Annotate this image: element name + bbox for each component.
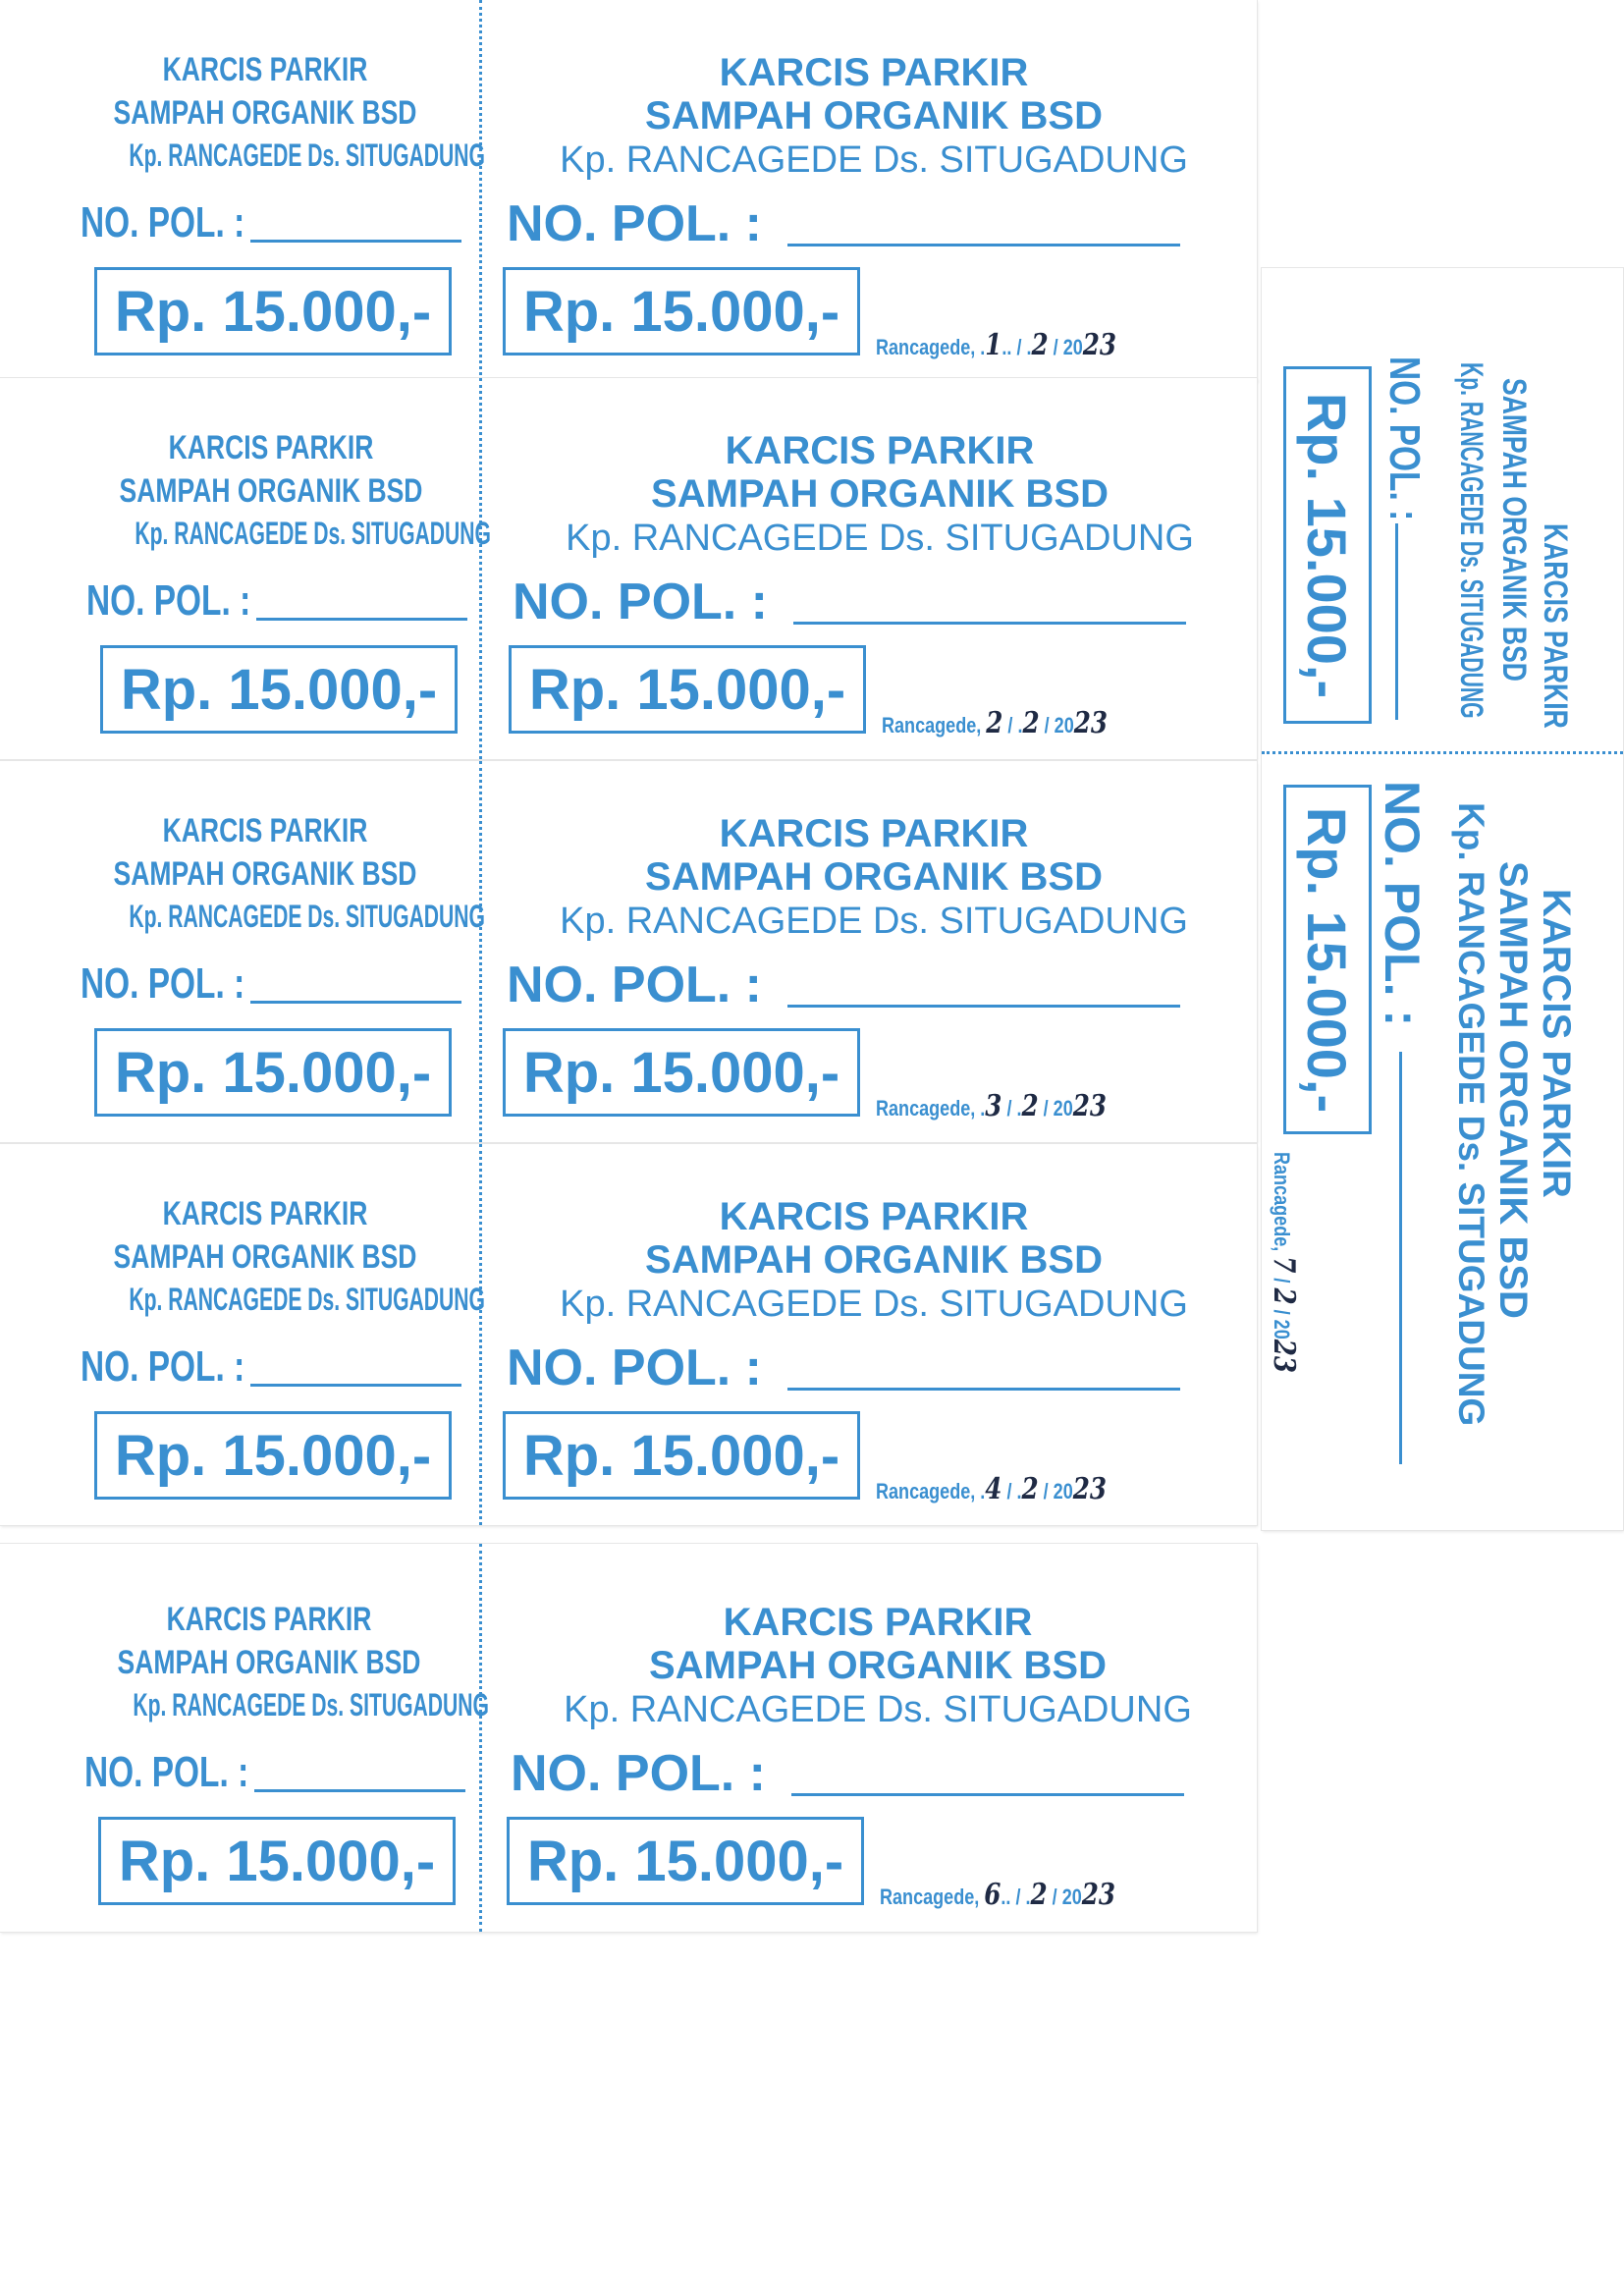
stub-price-text: Rp. 15.000,- [1296, 392, 1359, 698]
stub-subtitle: SAMPAH ORGANIK BSD [117, 1644, 421, 1681]
ticket-main [507, 378, 1253, 759]
stub-address: Kp. RANCAGEDE Ds. SITUGADUNG [129, 899, 485, 934]
stub-nopol-label: NO. POL. : [81, 959, 245, 1008]
date-year-prefix: 20 [1053, 1096, 1073, 1121]
main-price: Rp. 15.000,- [509, 645, 866, 734]
date-sep: / [1270, 1278, 1294, 1284]
date-month: 2 [1031, 328, 1049, 362]
main-price: Rp. 15.000,- [507, 1817, 864, 1905]
main-nopol-label: NO. POL. : [1375, 781, 1430, 1026]
ticket-main [501, 761, 1247, 1142]
main-nopol-blank [787, 1388, 1180, 1391]
vertical-ticket-stub [1262, 268, 1623, 749]
date-day: 6 [984, 1878, 1001, 1912]
main-nopol-label: NO. POL. : [511, 1745, 766, 1802]
stub-nopol-blank [250, 1384, 461, 1387]
main-nopol-blank [787, 244, 1180, 246]
main-subtitle: SAMPAH ORGANIK BSD [645, 94, 1103, 137]
main-title: KARCIS PARKIR [725, 429, 1035, 472]
main-title: KARCIS PARKIR [719, 1195, 1029, 1238]
stub-nopol-label: NO. POL. : [1380, 356, 1429, 521]
date-sep: / [1006, 1479, 1012, 1503]
date-year-prefix: 20 [1054, 713, 1074, 738]
main-price: Rp. 15.000,- [503, 1411, 860, 1500]
parking-ticket [0, 378, 1257, 759]
ticket-stub [59, 0, 485, 381]
stub-subtitle: SAMPAH ORGANIK BSD [1495, 378, 1533, 682]
ticket-date: Rancagede, .4 / .2 / 2023 [876, 1472, 1107, 1506]
date-year: 23 [1072, 1089, 1107, 1123]
date-month: 2 [1021, 1089, 1039, 1123]
main-nopol-blank [791, 1793, 1184, 1796]
stub-nopol-blank [1395, 523, 1398, 720]
date-day: 2 [986, 706, 1003, 740]
date-year-prefix: 20 [1061, 1885, 1082, 1909]
date-year-prefix: 20 [1053, 1479, 1073, 1503]
main-nopol-label: NO. POL. : [507, 957, 762, 1013]
ticket-stub [63, 1550, 489, 1938]
main-subtitle: SAMPAH ORGANIK BSD [651, 472, 1109, 516]
main-title: KARCIS PARKIR [719, 812, 1029, 855]
date-sep: / [1270, 1309, 1294, 1315]
stub-nopol-label: NO. POL. : [86, 576, 251, 625]
main-price: Rp. 15.000,- [503, 1028, 860, 1117]
main-subtitle: SAMPAH ORGANIK BSD [649, 1644, 1107, 1687]
stub-address: Kp. RANCAGEDE Ds. SITUGADUNG [129, 137, 485, 173]
date-sep: / [1043, 1479, 1049, 1503]
date-day: 4 [985, 1472, 1002, 1506]
parking-ticket [0, 761, 1257, 1142]
date-place: Rancagede, [876, 335, 976, 359]
main-subtitle: SAMPAH ORGANIK BSD [645, 1238, 1103, 1282]
perforation [479, 0, 482, 381]
stub-nopol-blank [250, 240, 461, 243]
date-day: 1 [985, 328, 1002, 362]
stub-title: KARCIS PARKIR [1537, 523, 1574, 729]
perforation [1262, 751, 1623, 754]
stub-title: KARCIS PARKIR [162, 812, 368, 849]
date-place: Rancagede, [880, 1885, 980, 1909]
main-nopol-label: NO. POL. : [513, 574, 768, 630]
stub-subtitle: SAMPAH ORGANIK BSD [119, 472, 423, 510]
perforation [479, 761, 482, 1142]
stub-subtitle: SAMPAH ORGANIK BSD [113, 1238, 417, 1276]
stub-title: KARCIS PARKIR [166, 1601, 372, 1638]
stub-nopol-label: NO. POL. : [84, 1748, 249, 1796]
ticket-stub [65, 378, 491, 759]
main-subtitle: SAMPAH ORGANIK BSD [1491, 861, 1535, 1319]
ticket-main [505, 1550, 1251, 1938]
date-place: Rancagede, [876, 1096, 976, 1121]
main-title: KARCIS PARKIR [723, 1601, 1033, 1644]
date-month: 2 [1267, 1287, 1301, 1305]
stub-address: Kp. RANCAGEDE Ds. SITUGADUNG [1454, 362, 1489, 719]
main-address: Kp. RANCAGEDE Ds. SITUGADUNG [560, 1284, 1188, 1325]
date-sep: / [1007, 713, 1013, 738]
stub-price: Rp. 15.000,- [94, 1028, 452, 1117]
date-year: 23 [1267, 1339, 1301, 1373]
date-year: 23 [1072, 1472, 1107, 1506]
stub-nopol-label: NO. POL. : [81, 198, 245, 246]
perforation [479, 1144, 482, 1525]
stub-price: Rp. 15.000,- [94, 267, 452, 355]
date-year-prefix: 20 [1062, 335, 1083, 359]
stub-nopol-blank [256, 618, 467, 621]
main-nopol-label: NO. POL. : [507, 195, 762, 252]
date-year: 23 [1073, 706, 1108, 740]
date-place: Rancagede, [876, 1479, 976, 1503]
ticket-date: Rancagede, 2 / .2 / 2023 [882, 706, 1108, 740]
date-sep: / [1052, 1885, 1057, 1909]
ticket-date: Rancagede, .3 / .2 / 2023 [876, 1089, 1107, 1123]
date-day: 3 [985, 1089, 1002, 1123]
main-title: KARCIS PARKIR [1535, 889, 1578, 1198]
date-year-prefix: 20 [1270, 1319, 1294, 1339]
main-address: Kp. RANCAGEDE Ds. SITUGADUNG [1451, 802, 1491, 1427]
stub-subtitle: SAMPAH ORGANIK BSD [113, 94, 417, 132]
parking-ticket [0, 1144, 1257, 1525]
stub-price [1283, 366, 1372, 724]
date-place: Rancagede, [1270, 1152, 1294, 1252]
ticket-main [501, 1144, 1247, 1525]
stub-price: Rp. 15.000,- [100, 645, 458, 734]
stub-title: KARCIS PARKIR [162, 51, 368, 88]
stub-address: Kp. RANCAGEDE Ds. SITUGADUNG [129, 1282, 485, 1317]
date-place: Rancagede, [882, 713, 982, 738]
parking-ticket [0, 0, 1257, 381]
date-year: 23 [1082, 328, 1117, 362]
stub-nopol-blank [250, 1001, 461, 1004]
main-address: Kp. RANCAGEDE Ds. SITUGADUNG [564, 1689, 1192, 1730]
main-nopol-blank [793, 622, 1186, 625]
stub-title: KARCIS PARKIR [168, 429, 374, 466]
ticket-main [501, 0, 1247, 381]
vertical-ticket-main [1262, 759, 1623, 1525]
date-day: 7 [1267, 1256, 1301, 1274]
main-address: Kp. RANCAGEDE Ds. SITUGADUNG [566, 518, 1194, 559]
date-sep: / [1044, 713, 1050, 738]
date-sep: / [1053, 335, 1058, 359]
date-sep: / [1016, 335, 1022, 359]
date-sep: / [1043, 1096, 1049, 1121]
perforation [479, 378, 482, 759]
main-price: Rp. 15.000,- [503, 267, 860, 355]
stub-subtitle: SAMPAH ORGANIK BSD [113, 855, 417, 893]
stub-title: KARCIS PARKIR [162, 1195, 368, 1232]
stub-nopol-label: NO. POL. : [81, 1342, 245, 1391]
date-month: 2 [1022, 706, 1040, 740]
date-month: 2 [1021, 1472, 1039, 1506]
date-sep: / [1015, 1885, 1021, 1909]
stub-address: Kp. RANCAGEDE Ds. SITUGADUNG [133, 1687, 489, 1722]
ticket-date: Rancagede, .1.. / .2 / 2023 [876, 328, 1117, 362]
main-title: KARCIS PARKIR [719, 51, 1029, 94]
ticket-stub [59, 1144, 485, 1525]
main-nopol-blank [1399, 1052, 1402, 1464]
stub-nopol-blank [254, 1789, 465, 1792]
main-price [1283, 785, 1372, 1134]
stub-price: Rp. 15.000,- [94, 1411, 452, 1500]
perforation [479, 1544, 482, 1932]
main-nopol-label: NO. POL. : [507, 1339, 762, 1396]
ticket-stub [59, 761, 485, 1142]
stub-address: Kp. RANCAGEDE Ds. SITUGADUNG [135, 516, 491, 551]
date-sep: / [1006, 1096, 1012, 1121]
date-year: 23 [1081, 1878, 1116, 1912]
main-address: Kp. RANCAGEDE Ds. SITUGADUNG [560, 139, 1188, 181]
date-month: 2 [1030, 1878, 1048, 1912]
ticket-date [1267, 1152, 1301, 1373]
ticket-date: Rancagede, 6.. / .2 / 2023 [880, 1878, 1116, 1912]
main-price-text: Rp. 15.000,- [1296, 806, 1359, 1113]
vertical-parking-ticket [1262, 268, 1623, 1530]
stub-price: Rp. 15.000,- [98, 1817, 456, 1905]
main-subtitle: SAMPAH ORGANIK BSD [645, 855, 1103, 899]
main-address: Kp. RANCAGEDE Ds. SITUGADUNG [560, 901, 1188, 942]
parking-ticket [0, 1544, 1257, 1932]
main-nopol-blank [787, 1005, 1180, 1008]
